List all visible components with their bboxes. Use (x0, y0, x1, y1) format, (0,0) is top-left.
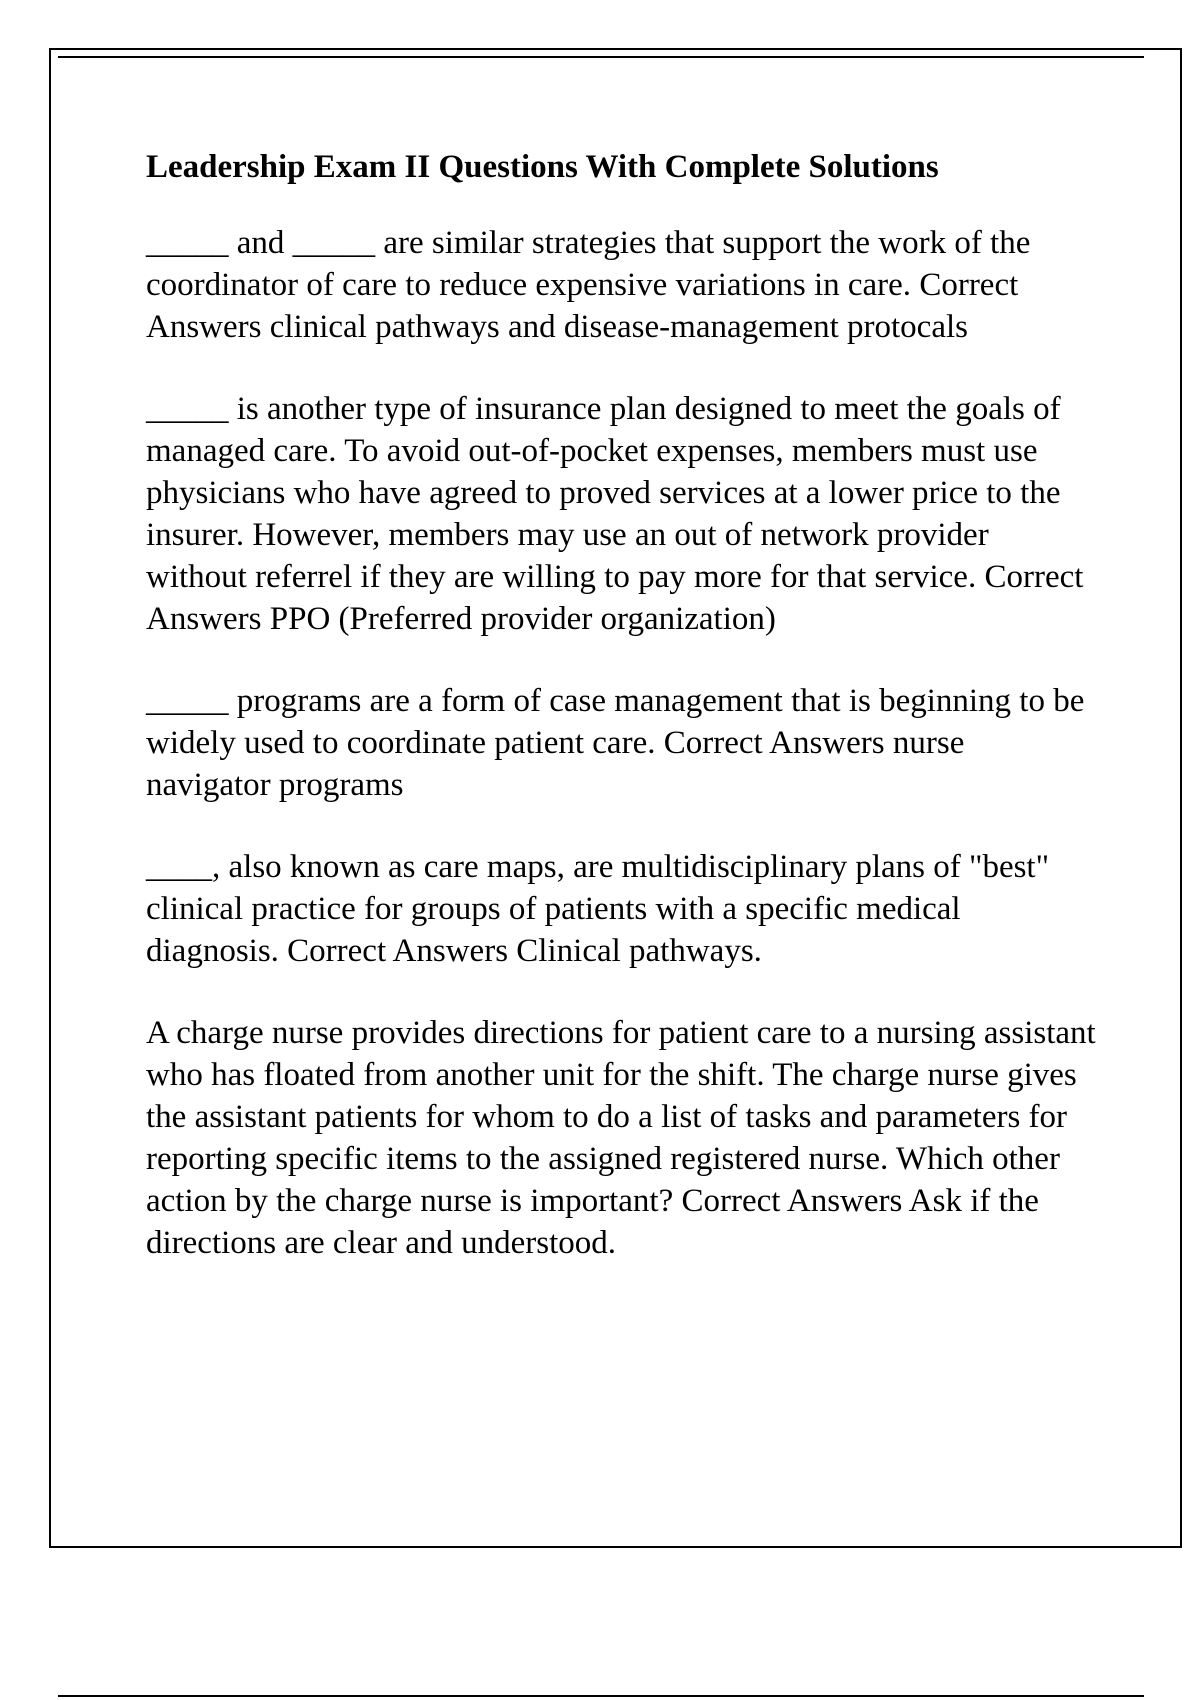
question-text: _____ is another type of insurance plan designed to meet the goals of managed care. To avoid out-of-pocket expenses, members must use physicians who have agreed to proved services at a lower price to the insurer. However, members may use an out of network provider without referrel if they are willing to pay more for that service. (146, 391, 1069, 595)
top-rule (58, 56, 1144, 58)
qa-item (146, 1012, 1104, 1264)
qa-item (146, 388, 1096, 640)
bottom-rule (58, 1695, 1144, 1697)
document-body (146, 140, 1104, 1304)
question-text: ____, also known as care maps, are multidisciplinary plans of "best" clinical practice for groups of patients with a specific medical diagnosis. (146, 849, 1058, 969)
answer-text: PPO (Preferred provider organization) (269, 601, 776, 637)
answer-label: Correct Answers (681, 1183, 903, 1219)
answer-label: Correct Answers (146, 267, 1025, 345)
answer-text: nurse navigator programs (146, 725, 973, 803)
answer-text: Clinical pathways. (516, 933, 762, 969)
question-text: _____ programs are a form of case management that is beginning to be widely used to coordinate patient care. (146, 683, 1093, 761)
qa-item (146, 846, 1096, 972)
qa-item (146, 222, 1096, 348)
answer-label: Correct Answers (287, 933, 509, 969)
document-title: Leadership Exam II Questions With Complete Solutions (146, 149, 939, 185)
answer-label: Correct Answers (663, 725, 885, 761)
question-text: A charge nurse provides directions for patient care to a nursing assistant who has floated from another unit for the shift. The charge nurse gives the assistant patients for whom to do a list of tasks and parameters for reporting specific items to the assigned registered nurse. Which other action by the charge nurse is important? (146, 1015, 1104, 1219)
question-text: _____ and _____ are similar strategies that support the work of the coordinator of care to reduce expensive variations in care. (146, 225, 1039, 303)
answer-text: clinical pathways and disease-management protocals (269, 309, 968, 345)
answer-text: Ask if the directions are clear and understood. (146, 1183, 1048, 1261)
qa-item (146, 680, 1096, 806)
answer-label: Correct Answers (146, 559, 1090, 637)
